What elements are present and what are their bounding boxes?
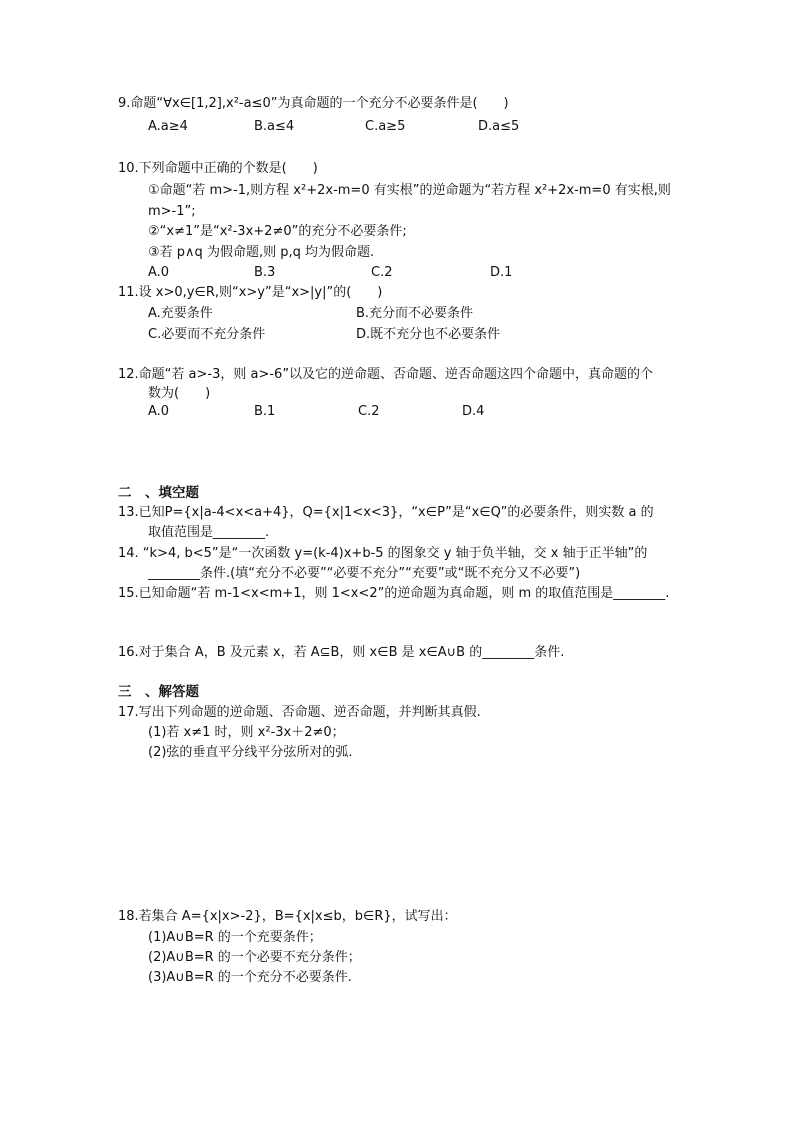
q18-part-3: (3)A∪B=R 的一个充分不必要条件. <box>148 970 352 985</box>
q9-option-b: B.a≤4 <box>254 119 295 134</box>
q9-stem: 9.命题“∀x∈[1,2],x²-a≤0”为真命题的一个充分不必要条件是( ) <box>118 96 509 111</box>
section-heading-answer: 三 、解答题 <box>118 684 199 700</box>
q11-option-d: D.既不充分也不必要条件 <box>356 327 501 342</box>
q14-stem-cont: ________条件.(填“充分不必要”“必要不充分”“充要”或“既不充分又不必要”) <box>148 566 581 581</box>
q10-statement-2: ②“x≠1”是“x²-3x+2≠0”的充分不必要条件; <box>148 224 407 239</box>
q17-part-1: (1)若 x≠1 时，则 x²-3x＋2≠0； <box>148 725 345 740</box>
q9-option-a: A.a≥4 <box>148 119 188 134</box>
q12-option-c: C.2 <box>358 404 380 419</box>
q16-stem: 16.对于集合 A，B 及元素 x，若 A⊆B，则 x∈B 是 x∈A∪B 的________条件. <box>118 645 565 660</box>
q11-stem: 11.设 x>0,y∈R,则“x>y”是“x>|y|”的( ) <box>118 285 383 300</box>
q14-stem: 14. “k>4, b<5”是“一次函数 y=(k-4)x+b-5 的图象交 y 轴于负半轴，交 x 轴于正半轴”的 <box>118 546 648 561</box>
q18-stem: 18.若集合 A={x|x>-2}，B={x|x≤b，b∈R}，试写出： <box>118 909 457 924</box>
q15-stem: 15.已知命题“若 m-1<x<m+1，则 1<x<2”的逆命题为真命题，则 m 的取值范围是________. <box>118 586 670 601</box>
q18-part-2: (2)A∪B=R 的一个必要不充分条件； <box>148 950 361 965</box>
q10-stem: 10.下列命题中正确的个数是( ) <box>118 161 318 176</box>
q10-option-c: C.2 <box>371 265 393 280</box>
q11-option-b: B.充分而不必要条件 <box>356 306 474 321</box>
q11-option-a: A.充要条件 <box>148 306 213 321</box>
q9-option-c: C.a≥5 <box>365 119 406 134</box>
q12-stem: 12.命题“若 a>-3，则 a>-6”以及它的逆命题、否命题、逆否命题这四个命题中，真命题的个 <box>118 367 654 382</box>
q12-option-d: D.4 <box>462 404 485 419</box>
q10-option-b: B.3 <box>254 265 276 280</box>
q17-stem: 17.写出下列命题的逆命题、否命题、逆否命题，并判断其真假. <box>118 705 481 720</box>
q12-stem-cont: 数为( ) <box>148 386 211 401</box>
section-heading-fill-in: 二 、填空题 <box>118 485 199 501</box>
q10-statement-1-cont: m>-1”; <box>148 204 196 219</box>
q10-option-a: A.0 <box>148 265 170 280</box>
q10-statement-1: ①命题“若 m>-1,则方程 x²+2x-m=0 有实根”的逆命题为“若方程 x²+2x-m=0 有实根,则 <box>148 183 671 198</box>
q18-part-1: (1)A∪B=R 的一个充要条件； <box>148 930 322 945</box>
q12-option-a: A.0 <box>148 404 170 419</box>
q13-stem: 13.已知P={x|a-4<x<a+4}，Q={x|1<x<3}，“x∈P”是“x∈Q”的必要条件，则实数 a 的 <box>118 505 654 520</box>
q13-stem-cont: 取值范围是________. <box>148 525 270 540</box>
q17-part-2: (2)弦的垂直平分线平分弦所对的弧. <box>148 745 353 760</box>
q9-option-d: D.a≤5 <box>478 119 520 134</box>
q12-option-b: B.1 <box>254 404 276 419</box>
q10-statement-3: ③若 p∧q 为假命题,则 p,q 均为假命题. <box>148 245 375 260</box>
q10-option-d: D.1 <box>490 265 513 280</box>
q11-option-c: C.必要而不充分条件 <box>148 327 266 342</box>
